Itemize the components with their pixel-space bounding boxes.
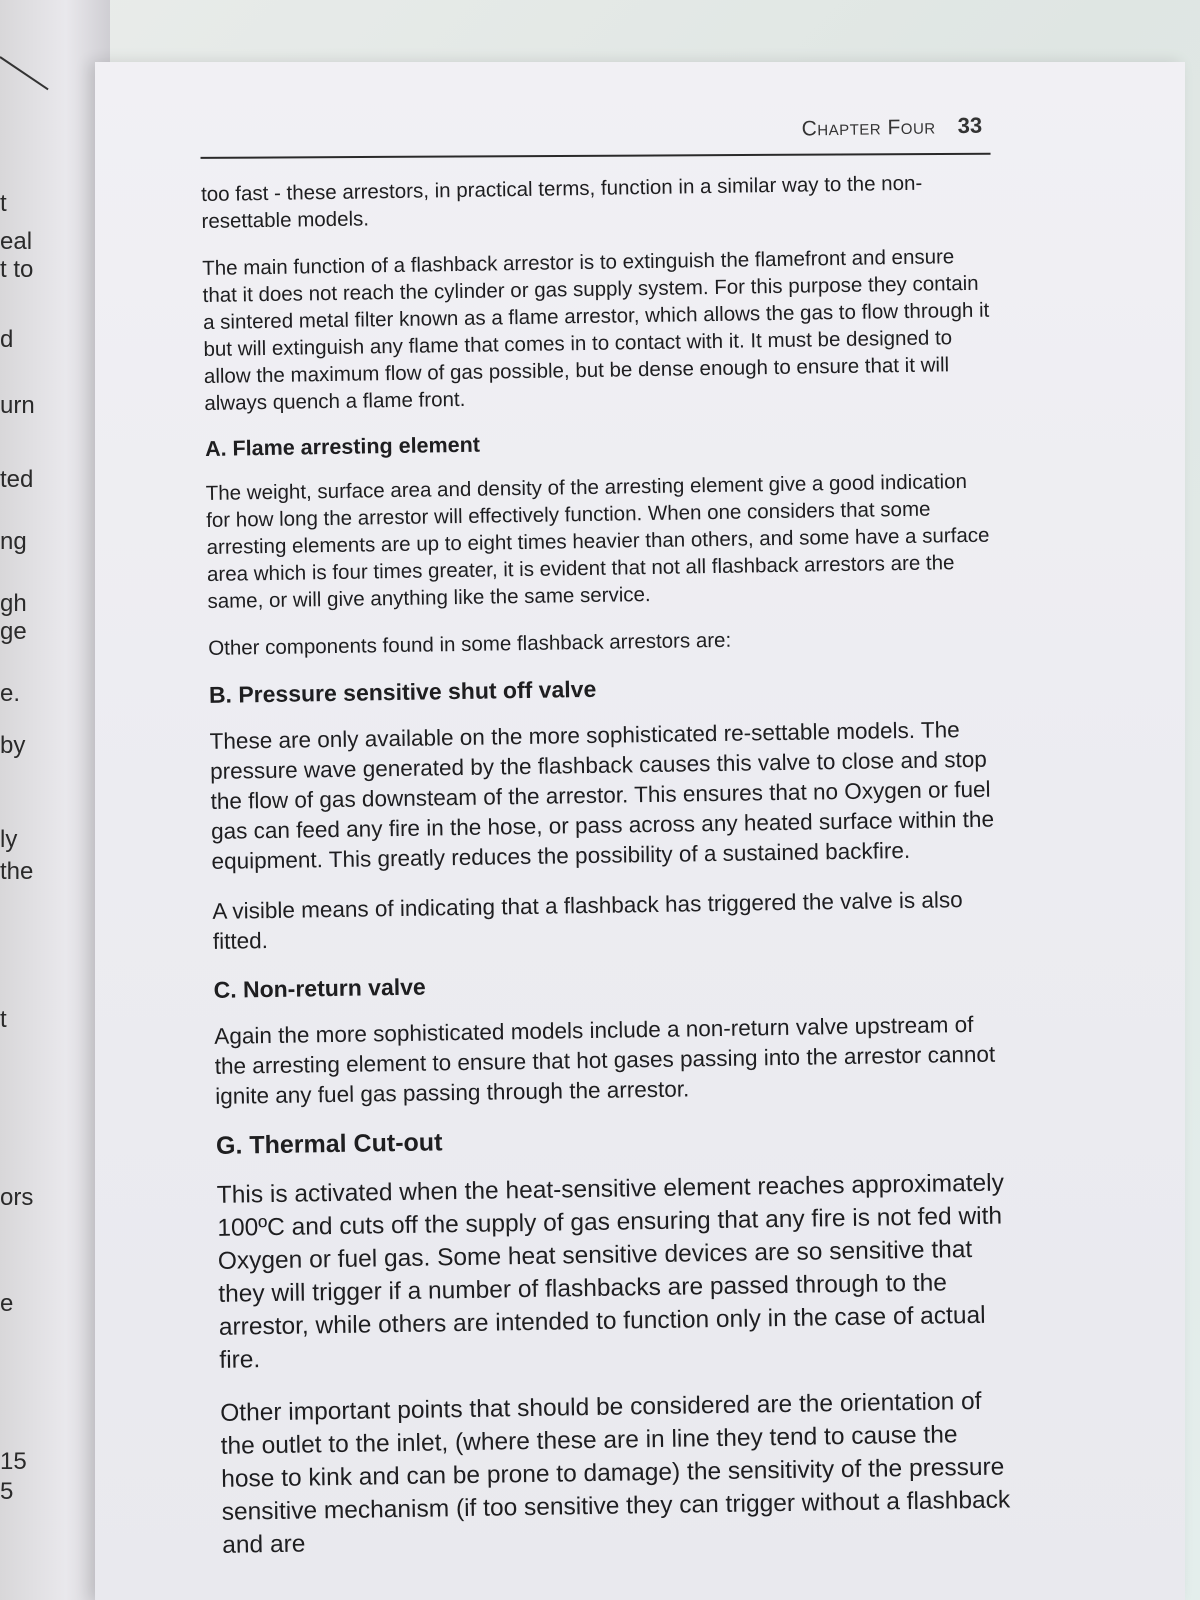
facing-page-line [0, 56, 49, 90]
facing-page-fragment: urn [0, 392, 35, 419]
facing-page-fragment: gh [0, 590, 27, 617]
section-group-medium [209, 670, 1006, 1112]
facing-page-fragment: ted [0, 466, 34, 493]
facing-page-fragment: ors [0, 1184, 34, 1211]
facing-page-fragment: ly [0, 826, 18, 853]
paragraph-non-return-valve: Again the more sophisticated models include a non-return valve upstream of the arresting element to ensure that hot gases passing into the arrestor cannot ignite any fuel gas passing through the arrestor. [214, 1011, 996, 1109]
page-content [200, 113, 1013, 1582]
facing-page-fragment: the [0, 858, 34, 885]
heading-pressure-valve: B. Pressure sensitive shut off valve [208, 675, 597, 708]
paragraph-visible-indicator: A visible means of indicating that a flashback has triggered the valve is also fitted. [212, 887, 963, 954]
paragraph-thermal-cut-out: This is activated when the heat-sensitive element reaches approximately 100ºC and cuts off the supply of gas ensuring that any fire is not fed with Oxygen or fuel gas. Some heat sensitive devices are so sensitive that they will trigger if a number of flashbacks are passed through to the arrestor, while others are intended to function only in the case of actual fire. [216, 1169, 1005, 1374]
facing-page-fragment: t [0, 190, 7, 217]
heading-non-return-valve: C. Non-return valve [213, 973, 426, 1003]
facing-page-fragment: ge [0, 618, 27, 645]
facing-page-fragment: by [0, 732, 26, 759]
paragraph-arresting-element: The weight, surface area and density of the arresting element give a good indication for how long the arrestor will effectively function. When one considers that some arresting elements are up to eight times heavier than others, and some have a surface area which is four times greater, it is evident that not all flashback arrestors are the same, or will give anything like the same service. [205, 469, 990, 613]
section-group-large [216, 1119, 1013, 1561]
facing-page-fragment: ng [0, 528, 27, 555]
facing-page-fragment: t [0, 1006, 7, 1033]
facing-page [0, 0, 110, 1600]
heading-thermal-cut-out: G. Thermal Cut-out [215, 1128, 443, 1160]
paragraph-main-function: The main function of a flashback arrestor is to extinguish the flamefront and ensure that it does not reach the cylinder or gas supply system. For this purpose they contain a sintered metal filter known as a flame arrestor, which allows the gas to flow through it but will extinguish any flame that comes in to contact with it. It must be designed to allow the maximum flow of gas possible, but be dense enough to ensure that it will always quench a flame front. [202, 245, 990, 415]
facing-page-fragment: 15 [0, 1448, 27, 1475]
paragraph-pressure-valve: These are only available on the more sophisticated re-settable models. The pressure wave generated by the flashback causes this valve to close and stop the flow of gas downsteam of the arrestor. This ensures that no Oxygen or fuel gas can feed any fire in the hose, or pass across any heated surface within the equipment. This greatly reduces the possibility of a sustained backfire. [209, 717, 995, 874]
facing-page-fragment: d [0, 326, 14, 353]
facing-page-fragment: 5 [0, 1478, 14, 1505]
facing-page-fragment: e [0, 1290, 14, 1317]
header-rule [201, 153, 991, 159]
facing-page-fragment: t to [0, 256, 34, 283]
facing-page-fragment: e. [0, 680, 21, 707]
facing-page-fragment: eal [0, 228, 33, 255]
paragraph-continuation: too fast - these arrestors, in practical terms, function in a similar way to the non-resettable models. [200, 171, 923, 233]
paragraph-other-points: Other important points that should be considered are the orientation of the outlet to the inlet, (where these are in line they tend to cause the hose to kink and can be prone to damage) the sensitivity of the pressure sensitive mechanism (if too sensitive they can trigger without a flashback and are [220, 1387, 1011, 1559]
page-number: 33 [957, 112, 983, 139]
paragraph-other-components: Other components found in some flashback arrestors are: [208, 628, 732, 660]
heading-flame-arresting-element: A. Flame arresting element [204, 432, 481, 461]
chapter-title: Chapter Four [801, 115, 936, 141]
